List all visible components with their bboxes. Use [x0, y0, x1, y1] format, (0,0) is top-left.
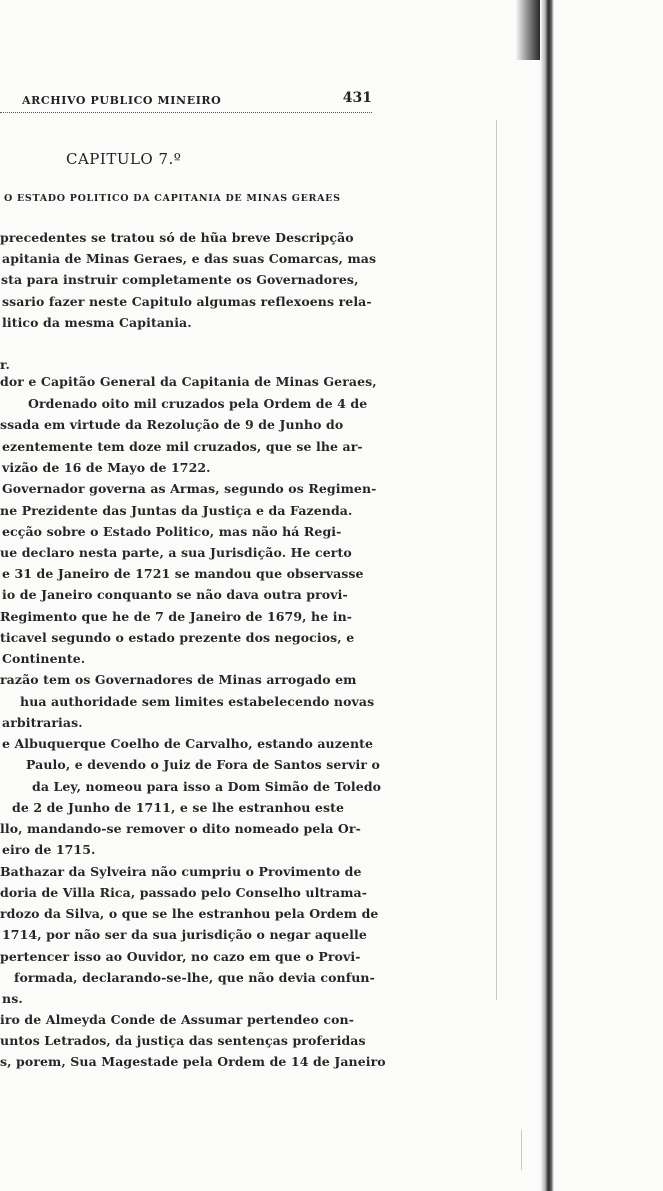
text-line: da Ley, nomeou para isso a Dom Simão de Toledo	[32, 779, 382, 794]
scan-artifact-line	[496, 120, 497, 1000]
text-line: pertencer isso ao Ouvidor, no cazo em que o Provi-	[0, 949, 361, 964]
text-line: ssada em virtude da Rezolução de 9 de Junho do	[0, 417, 344, 432]
text-line: Ordenado oito mil cruzados pela Ordem de 4 de	[28, 396, 368, 411]
text-line: arbitrarias.	[2, 715, 83, 730]
text-line: sta para instruir completamente os Governadores,	[1, 272, 359, 287]
text-line: precedentes se tratou só de hũa breve Descripção	[0, 230, 354, 245]
text-line: Regimento que he de 7 de Janeiro de 1679, he in-	[0, 609, 353, 624]
journal-title: ARCHIVO PUBLICO MINEIRO	[22, 94, 222, 107]
text-line: litico da mesma Capitania.	[2, 315, 192, 330]
text-line: doria de Villa Rica, passado pelo Conselho ultrama-	[0, 885, 368, 900]
header-rule	[0, 112, 372, 113]
text-line: s, porem, Sua Magestade pela Ordem de 14 de Janeiro	[0, 1054, 386, 1069]
text-line: io de Janeiro conquanto se não dava outra provi-	[2, 587, 348, 602]
text-line: rdozo da Silva, o que se lhe estranhou pela Ordem de	[0, 906, 379, 921]
text-line: 1714, por não ser da sua jurisdição o negar aquelle	[2, 927, 367, 942]
text-line: iro de Almeyda Conde de Assumar pertendeo con-	[0, 1012, 355, 1027]
text-line: ns.	[2, 991, 23, 1006]
text-line: ezentemente tem doze mil cruzados, que se lhe ar-	[2, 439, 363, 454]
text-line: ecção sobre o Estado Politico, mas não há Regi-	[2, 524, 342, 539]
text-line: llo, mandando-se remover o dito nomeado pela Or-	[0, 821, 361, 836]
binding-shadow-top	[515, 0, 541, 60]
text-line: untos Letrados, da justiça das sentenças proferidas	[0, 1033, 366, 1048]
binding-shadow	[540, 0, 554, 1191]
scan-artifact-line	[521, 1130, 522, 1170]
running-header	[22, 90, 372, 112]
text-line: vizão de 16 de Mayo de 1722.	[2, 460, 211, 475]
text-line: Paulo, e devendo o Juiz de Fora de Santos servir o	[26, 757, 380, 772]
text-line: razão tem os Governadores de Minas arrogado em	[0, 672, 357, 687]
text-line: ue declaro nesta parte, a sua Jurisdição. He certo	[0, 545, 352, 560]
chapter-subtitle: O ESTADO POLITICO DA CAPITANIA DE MINAS GERAES	[4, 193, 341, 204]
text-line: Continente.	[2, 651, 86, 666]
text-line: e Albuquerque Coelho de Carvalho, estando auzente	[2, 736, 374, 751]
text-line: de 2 de Junho de 1711, e se lhe estranhou este	[12, 800, 345, 815]
text-line: Bathazar da Sylveira não cumpriu o Provimento de	[0, 864, 362, 879]
text-line: eiro de 1715.	[2, 842, 96, 857]
text-line: r.	[0, 357, 10, 372]
text-line: hua authoridade sem limites estabelecendo novas	[20, 694, 375, 709]
text-line: formada, declarando-se-lhe, que não devia confun-	[14, 970, 375, 985]
text-line: Governador governa as Armas, segundo os Regimen-	[2, 481, 377, 496]
text-line: ticavel segundo o estado prezente dos negocios, e	[0, 630, 355, 645]
text-line: dor e Capitão General da Capitania de Minas Geraes,	[0, 374, 377, 389]
page-number: 431	[342, 90, 372, 106]
text-line: ne Prezidente das Juntas da Justiça e da Fazenda.	[0, 503, 353, 518]
text-line: apitania de Minas Geraes, e das suas Comarcas, mas	[2, 251, 377, 266]
text-line: e 31 de Janeiro de 1721 se mandou que observasse	[2, 566, 364, 581]
chapter-title: CAPITULO 7.º	[66, 150, 182, 168]
text-line: ssario fazer neste Capitulo algumas reflexoens rela-	[2, 294, 372, 309]
